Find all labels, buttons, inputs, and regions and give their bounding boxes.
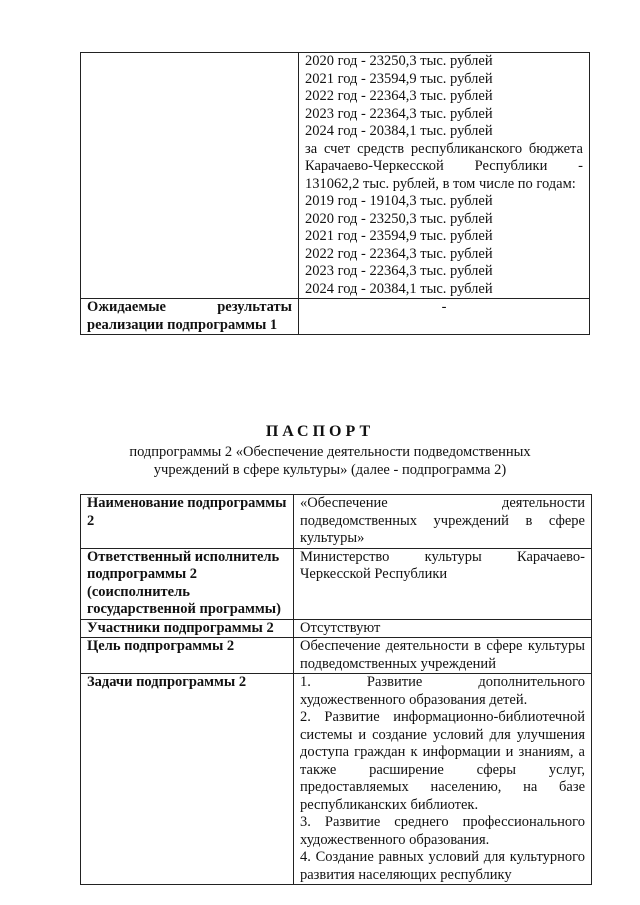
- funding-line: 2024 год - 20384,1 тыс. рублей: [305, 123, 493, 139]
- funding-row: [81, 53, 590, 299]
- funding-line: 2020 год - 23250,3 тыс. рублей: [305, 53, 493, 69]
- passport-subtitle: подпрограммы 2 «Обеспечение деятельности подведомственных учреждений в сфере культуры» (далее - подпрограмма 2): [129, 444, 531, 478]
- funding-line: 2020 год - 23250,3 тыс. рублей: [305, 210, 493, 227]
- passport-row: [81, 619, 592, 638]
- funding-line: 2023 год - 22364,3 тыс. рублей: [305, 263, 493, 279]
- expected-results-row: [81, 299, 590, 335]
- tasks-value: [294, 674, 592, 885]
- row-value: Министерство культуры Карачаево-Черкесской Республики: [294, 548, 592, 619]
- row-label: Цель подпрограммы 2: [81, 638, 294, 674]
- row-label: Ответственный исполнитель подпрограммы 2 (соисполнитель государственной программы): [81, 548, 294, 619]
- passport-title: ПАСПОРТ: [265, 423, 375, 440]
- row-label: Наименование подпрограммы 2: [81, 495, 294, 549]
- funding-value-cell: [299, 53, 590, 299]
- row-value: «Обеспечение деятельности подведомственных учреждений в сфере культуры»: [294, 495, 592, 549]
- funding-line: 2023 год - 22364,3 тыс. рублей: [305, 105, 493, 122]
- passport-row: [81, 495, 592, 549]
- funding-table: [80, 52, 590, 335]
- task-item: 2. Развитие информационно-библиотечной системы и создание условий для улучшения доступа граждан к информации и знаниям, а также расширение сферы услуг, предоставляемых населению, на базе республиканских библиотек.: [300, 709, 585, 813]
- task-item: 1. Развитие дополнительного художественного образования детей.: [300, 674, 585, 708]
- funding-line: 2021 год - 23594,9 тыс. рублей: [305, 228, 493, 244]
- funding-line: 2022 год - 22364,3 тыс. рублей: [305, 245, 493, 262]
- task-item: 4. Создание равных условий для культурного развития населяющих республику: [300, 849, 585, 883]
- passport-table: [80, 494, 592, 885]
- funding-line: 2021 год - 23594,9 тыс. рублей: [305, 70, 493, 87]
- row-value: Отсутствуют: [294, 619, 592, 638]
- row-label: Участники подпрограммы 2: [81, 619, 294, 638]
- expected-results-label: Ожидаемые результаты реализации подпрограммы 1: [81, 299, 299, 335]
- republic-budget-text: за счет средств республиканского бюджета Карачаево-Черкесской Республики - 131062,2 тыс. рублей, в том числе по годам:: [305, 140, 583, 192]
- funding-line: 2019 год - 19104,3 тыс. рублей: [305, 193, 493, 209]
- task-item: 3. Развитие среднего профессионального художественного образования.: [300, 814, 585, 848]
- funding-line: 2022 год - 22364,3 тыс. рублей: [305, 88, 493, 104]
- tasks-row: [81, 674, 592, 885]
- passport-row: [81, 638, 592, 674]
- passport-row: [81, 548, 592, 619]
- expected-results-value: -: [299, 299, 590, 335]
- row-value: Обеспечение деятельности в сфере культуры подведомственных учреждений: [294, 638, 592, 674]
- funding-line: 2024 год - 20384,1 тыс. рублей: [305, 280, 493, 297]
- funding-label-cell: [81, 53, 299, 299]
- tasks-label: Задачи подпрограммы 2: [81, 674, 294, 885]
